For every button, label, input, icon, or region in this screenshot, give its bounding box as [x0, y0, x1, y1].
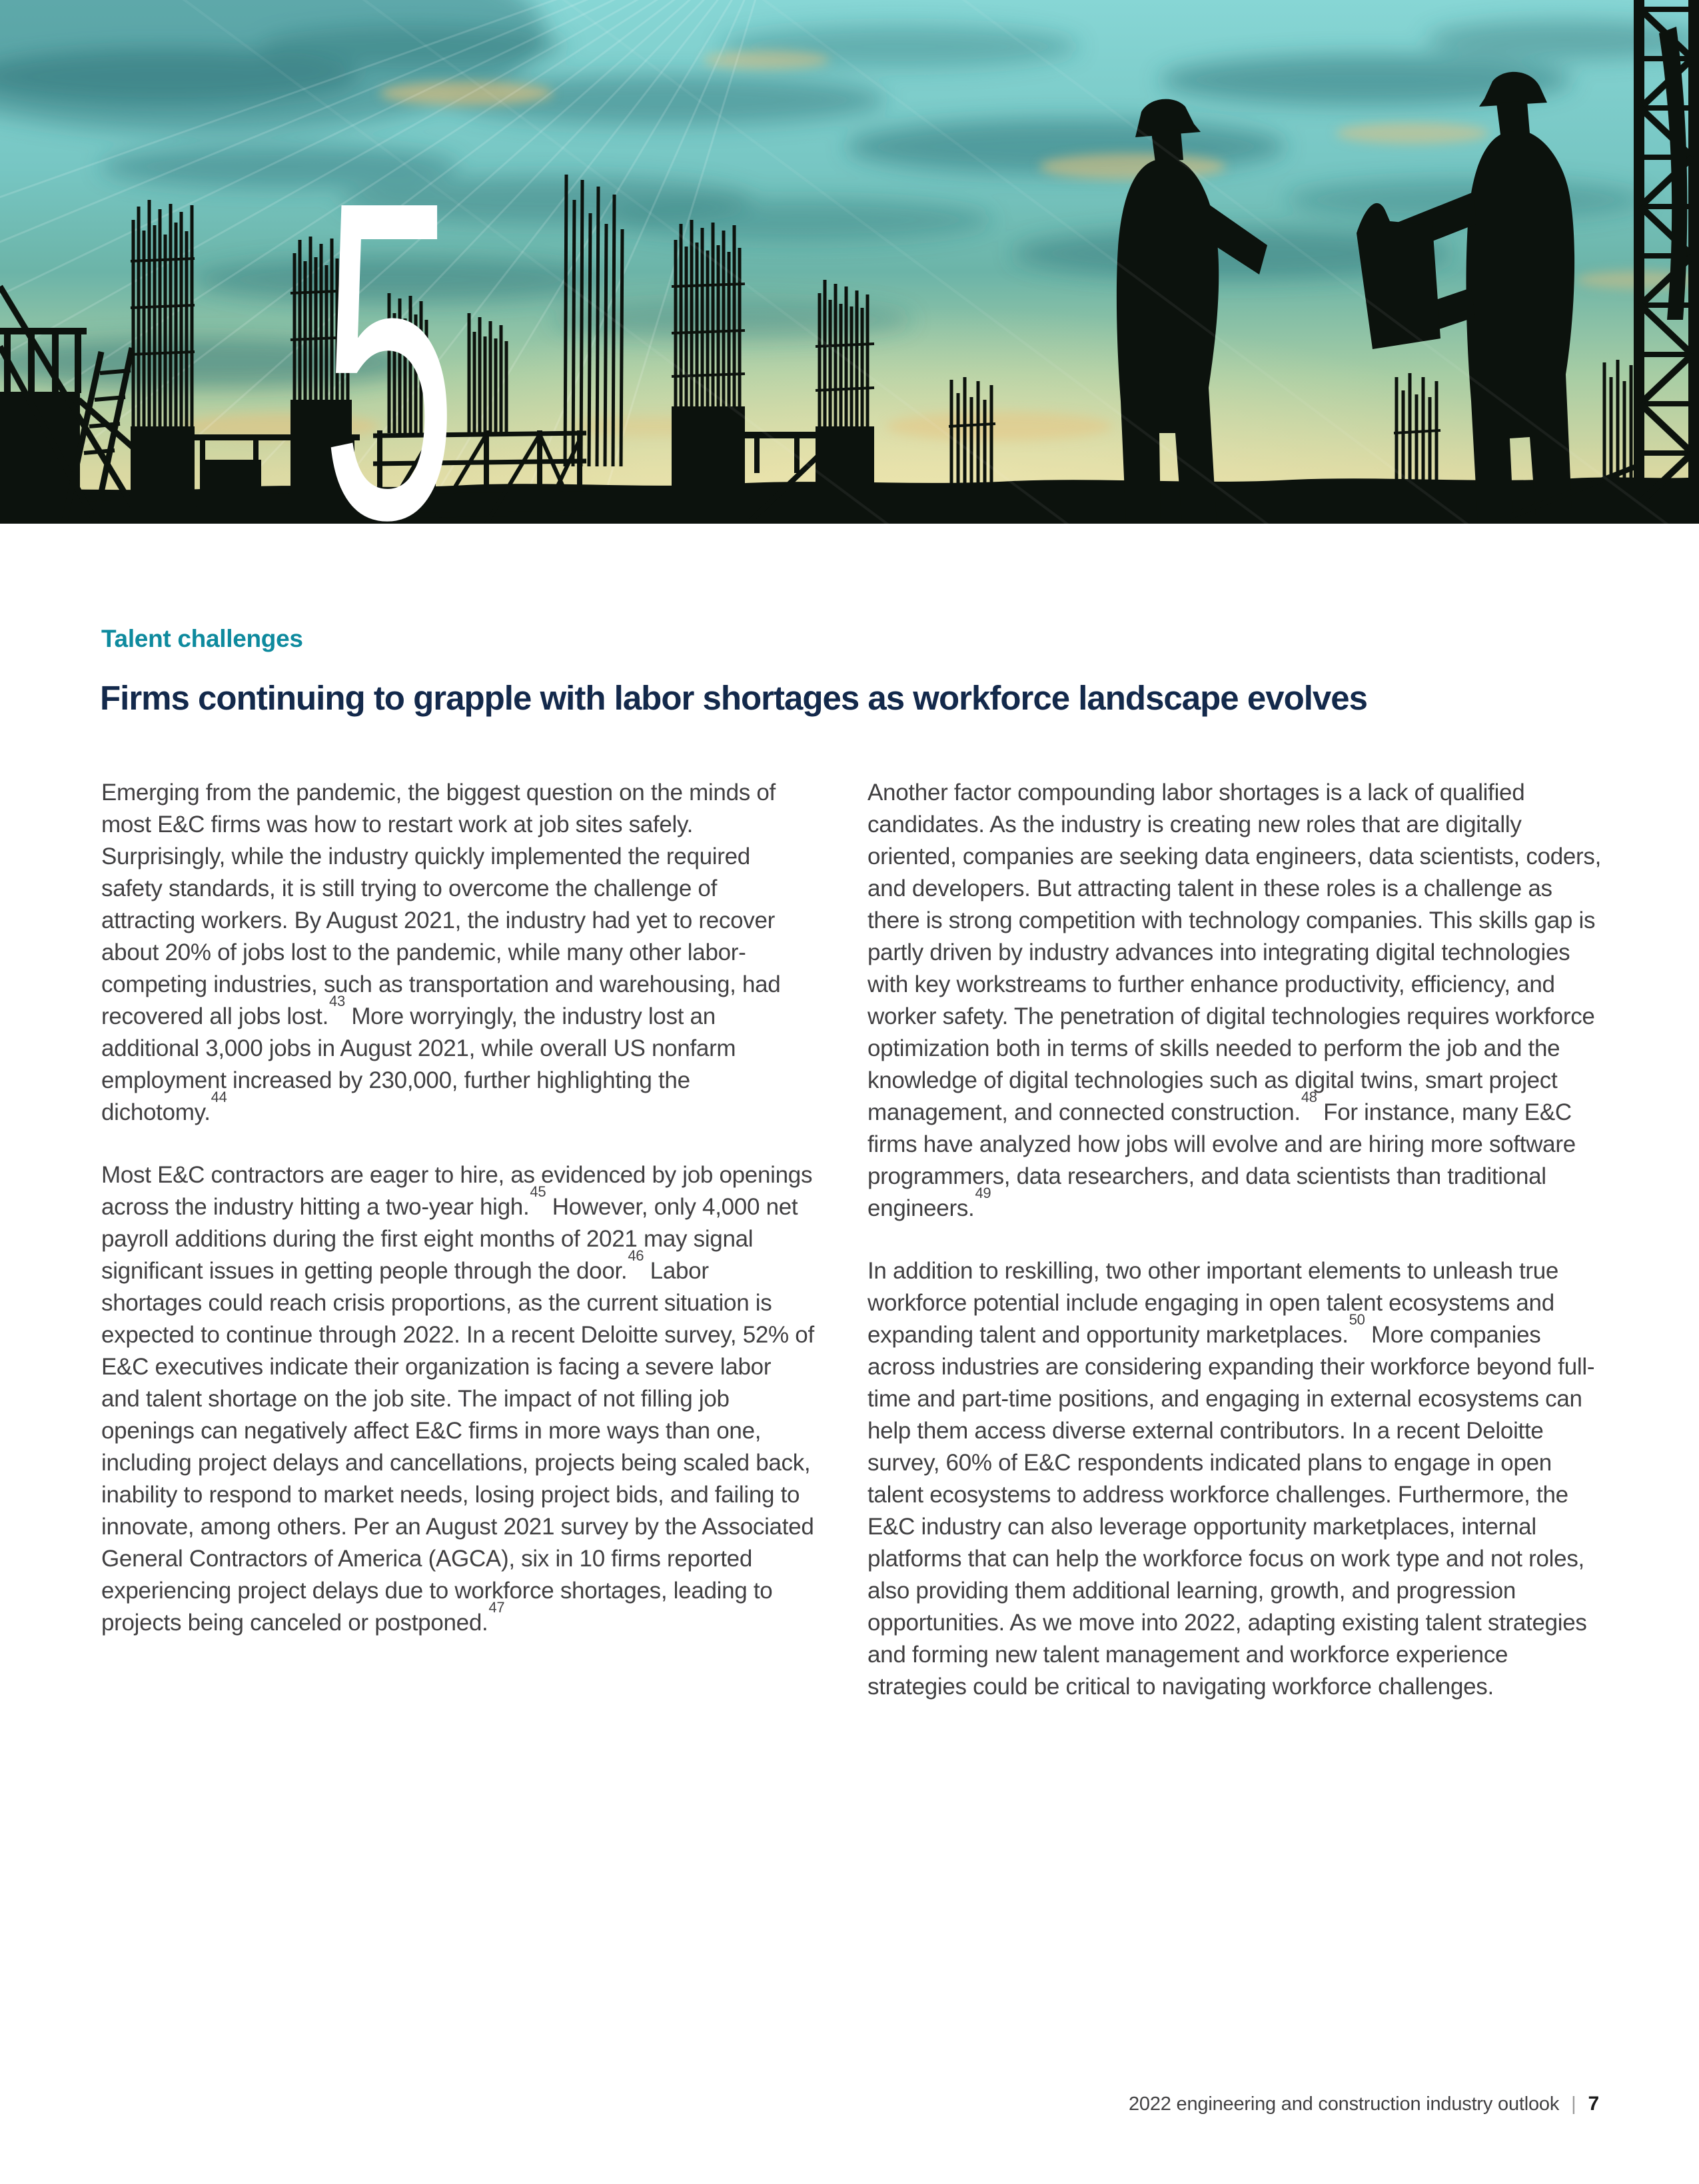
page-number: 7 — [1588, 2093, 1599, 2115]
footnote-ref: 43 — [329, 993, 345, 1010]
footnote-ref: 44 — [211, 1089, 227, 1106]
hero-photo — [0, 0, 1699, 524]
paragraph: Another factor compounding labor shortages is a lack of qualified candidates. As the industry is creating new roles that are digitally oriented, companies are seeking data engineers, data scientists, coders, and developers. But attracting talent in these roles is a challenge as there is strong competition with technology companies. This skills gap is partly driven by industry advances into integrating digital technologies with key workstreams to further enhance productivity, efficiency, and worker safety. The penetration of digital technologies requires workforce optimization both in terms of skills needed to perform the job and the knowledge of digital technologies such as digital twins, smart project management, and connected construction.$^{48}$ For instance, many E&C firms have analyzed how jobs will evolve and are hiring more software programmers, data researchers, and data scientists than traditional engineers.$^{49}$ — [867, 780, 1601, 1221]
page-title: Firms continuing to grapple with labor shortages as workforce landscape evolves — [100, 679, 1367, 717]
hero-image — [0, 0, 1699, 524]
footnote-ref: 47 — [488, 1599, 505, 1616]
footnote-ref: 45 — [530, 1183, 546, 1201]
section-kicker: Talent challenges — [101, 625, 303, 652]
chapter-number: 5 — [321, 107, 458, 524]
paragraph: Most E&C contractors are eager to hire, as evidenced by job openings across the industry hitting a two-year high.$^{45}$ However, only 4,000 net payroll additions during the first eight months of 2021 may signal significant issues in getting people through the door.$^{46}$ Labor shortages could reach crisis proportions, as the current situation is expected to continue through 2022. In a recent Deloitte survey, 52% of E&C executives indicate their organization is facing a severe labor and talent shortage on the job site. The impact of not filling job openings can negatively affect E&C firms in more ways than one, including project delays and cancellations, projects being scaled back, inability to respond to market needs, losing project bids, and failing to innovate, among others. Per an August 2021 survey by the Associated General Contractors of America (AGCA), six in 10 firms reported experiencing project delays due to workforce shortages, leading to projects being canceled or postponed.$^{47}$ — [101, 1162, 814, 1636]
footnote-ref: 50 — [1349, 1311, 1365, 1329]
footer-title: 2022 engineering and construction industry outlook — [1128, 2093, 1560, 2115]
footer-separator: | — [1571, 2093, 1576, 2115]
column-left — [101, 777, 814, 1734]
page-footer — [1129, 2093, 1599, 2115]
body-columns — [101, 777, 1604, 1734]
footnote-ref: 48 — [1301, 1089, 1317, 1106]
footnote-ref: 49 — [975, 1185, 991, 1202]
paragraph: Emerging from the pandemic, the biggest question on the minds of most E&C firms was how to restart work at job sites safely. Surprisingly, while the industry quickly implemented the required safety standards, it is still trying to overcome the challenge of attracting workers. By August 2021, the industry had yet to recover about 20% of jobs lost to the pandemic, while many other labor-competing industries, such as transportation and warehousing, had recovered all jobs lost.$^{43}$ More worryingly, the industry lost an additional 3,000 jobs in August 2021, while overall US nonfarm employment increased by 230,000, further highlighting the dichotomy.$^{44}$ — [101, 780, 781, 1125]
column-right — [867, 777, 1604, 1734]
footnote-ref: 46 — [628, 1247, 644, 1265]
paragraph: In addition to reskilling, two other important elements to unleash true workforce potential include engaging in open talent ecosystems and expanding talent and opportunity marketplaces.$^{50}$ More companies across industries are considering expanding their workforce beyond full-time and part-time positions, and engaging in external ecosystems can help them access diverse external contributors. In a recent Deloitte survey, 60% of E&C respondents indicated plans to engage in open talent ecosystems to address workforce challenges. Furthermore, the E&C industry can also leverage opportunity marketplaces, internal platforms that can help the workforce focus on work type and not roles, also providing them additional learning, growth, and progression opportunities. As we move into 2022, adapting existing talent strategies and forming new talent management and workforce experience strategies could be critical to navigating workforce challenges. — [867, 1258, 1595, 1700]
